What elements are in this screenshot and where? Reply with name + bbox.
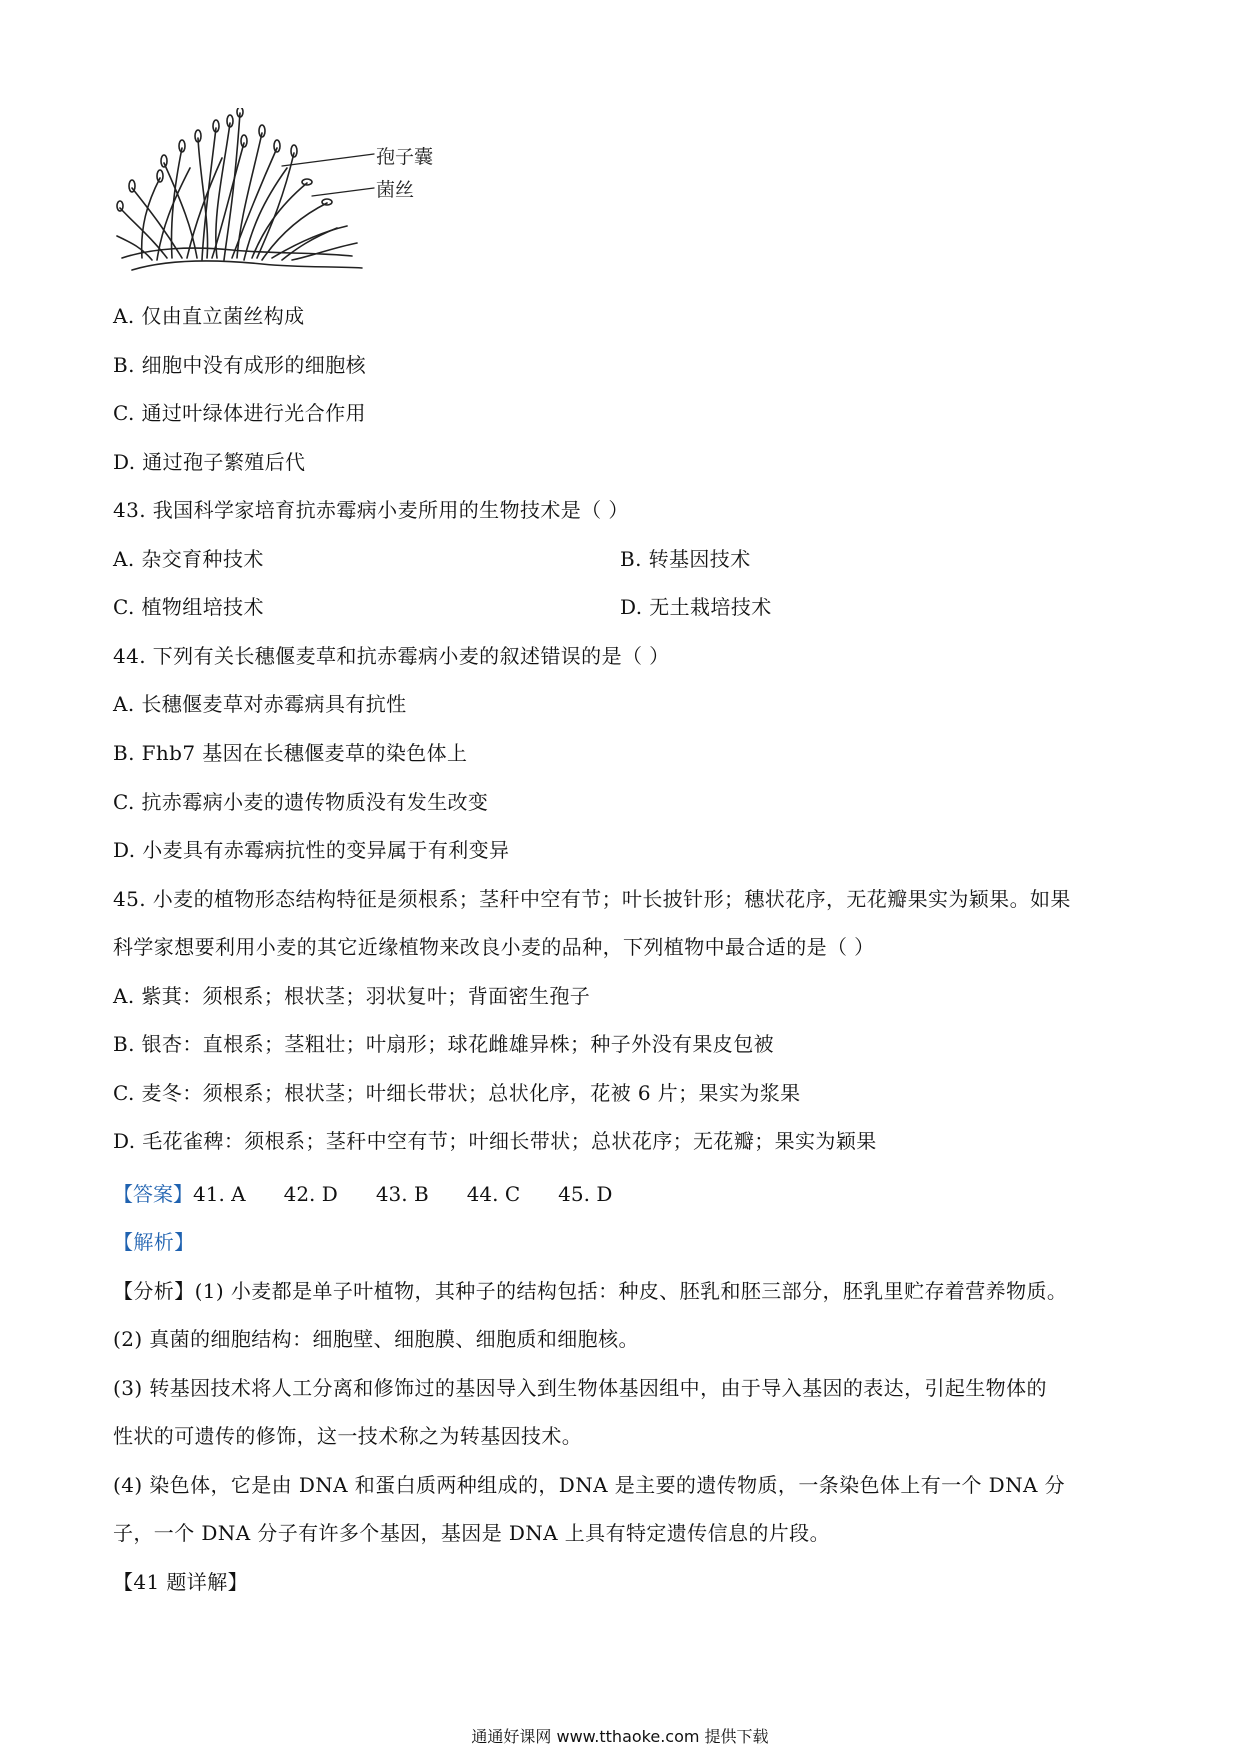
q45-option-a: A. 紫萁：须根系；根状茎；羽状复叶；背面密生孢子 [113,984,591,1008]
answer-42: 42. D [283,1182,338,1206]
analysis-line-2: (2) 真菌的细胞结构：细胞壁、细胞膜、细胞质和细胞核。 [113,1327,639,1351]
sporangium-label: 孢子囊 [376,146,434,168]
answer-45: 45. D [558,1182,613,1206]
q43-option-c: C. 植物组培技术 [113,595,264,619]
q43-option-b: B. 转基因技术 [620,547,751,571]
q42-option-a: A. 仅由直立菌丝构成 [113,304,305,328]
mold-figure [112,108,452,283]
q44-option-b: B. Fhb7 基因在长穗偃麦草的染色体上 [113,741,468,765]
analysis-line-3: (3) 转基因技术将人工分离和修饰过的基因导入到生物体基因组中，由于导入基因的表达，引起生物体的 [113,1376,1047,1400]
analysis-line-6: 子，一个 DNA 分子有许多个基因，基因是 DNA 上具有特定遗传信息的片段。 [113,1521,830,1545]
q44-stem: 44. 下列有关长穗偃麦草和抗赤霉病小麦的叙述错误的是（ ） [113,644,670,668]
answer-label: 【答案】 [113,1182,193,1206]
q42-option-c: C. 通过叶绿体进行光合作用 [113,401,366,425]
q45-option-b: B. 银杏：直根系；茎粗壮；叶扇形；球花雌雄异株；种子外没有果皮包被 [113,1032,775,1056]
q44-option-a: A. 长穗偃麦草对赤霉病具有抗性 [113,692,407,716]
analysis-line-1: 【分析】(1) 小麦都是单子叶植物，其种子的结构包括：种皮、胚乳和胚三部分，胚乳里贮存着营养物质。 [113,1279,1068,1303]
hyphae-label: 菌丝 [376,179,415,201]
q45-option-c: C. 麦冬：须根系；根状茎；叶细长带状；总状化序，花被 6 片；果实为浆果 [113,1081,801,1105]
q42-option-b: B. 细胞中没有成形的细胞核 [113,353,367,377]
detail-heading-41: 【41 题详解】 [113,1570,249,1594]
q43-stem: 43. 我国科学家培育抗赤霉病小麦所用的生物技术是（ ） [113,498,629,522]
q45-stem-line1: 45. 小麦的植物形态结构特征是须根系；茎秆中空有节；叶长披针形；穗状花序，无花瓣果实为颖果。如果 [113,887,1071,911]
q43-option-d: D. 无土栽培技术 [620,595,772,619]
q45-stem-line2: 科学家想要利用小麦的其它近缘植物来改良小麦的品种，下列植物中最合适的是（ ） [113,935,875,959]
answer-row [113,1181,612,1207]
analysis-line-5: (4) 染色体，它是由 DNA 和蛋白质两种组成的，DNA 是主要的遗传物质，一条染色体上有一个 DNA 分 [113,1473,1066,1497]
q44-option-d: D. 小麦具有赤霉病抗性的变异属于有利变异 [113,838,510,862]
analysis-heading: 【解析】 [113,1230,195,1254]
answer-41: 41. A [193,1182,246,1206]
answer-43: 43. B [375,1182,429,1206]
q43-option-a: A. 杂交育种技术 [113,547,264,571]
page-footer: 通通好课网 www.tthaoke.com 提供下载 [471,1727,769,1746]
analysis-line-4: 性状的可遗传的修饰，这一技术称之为转基因技术。 [113,1424,583,1448]
answer-44: 44. C [466,1182,521,1206]
q42-option-d: D. 通过孢子繁殖后代 [113,450,306,474]
q44-option-c: C. 抗赤霉病小麦的遗传物质没有发生改变 [113,790,489,814]
q45-option-d: D. 毛花雀稗：须根系；茎秆中空有节；叶细长带状；总状花序；无花瓣；果实为颖果 [113,1129,877,1153]
